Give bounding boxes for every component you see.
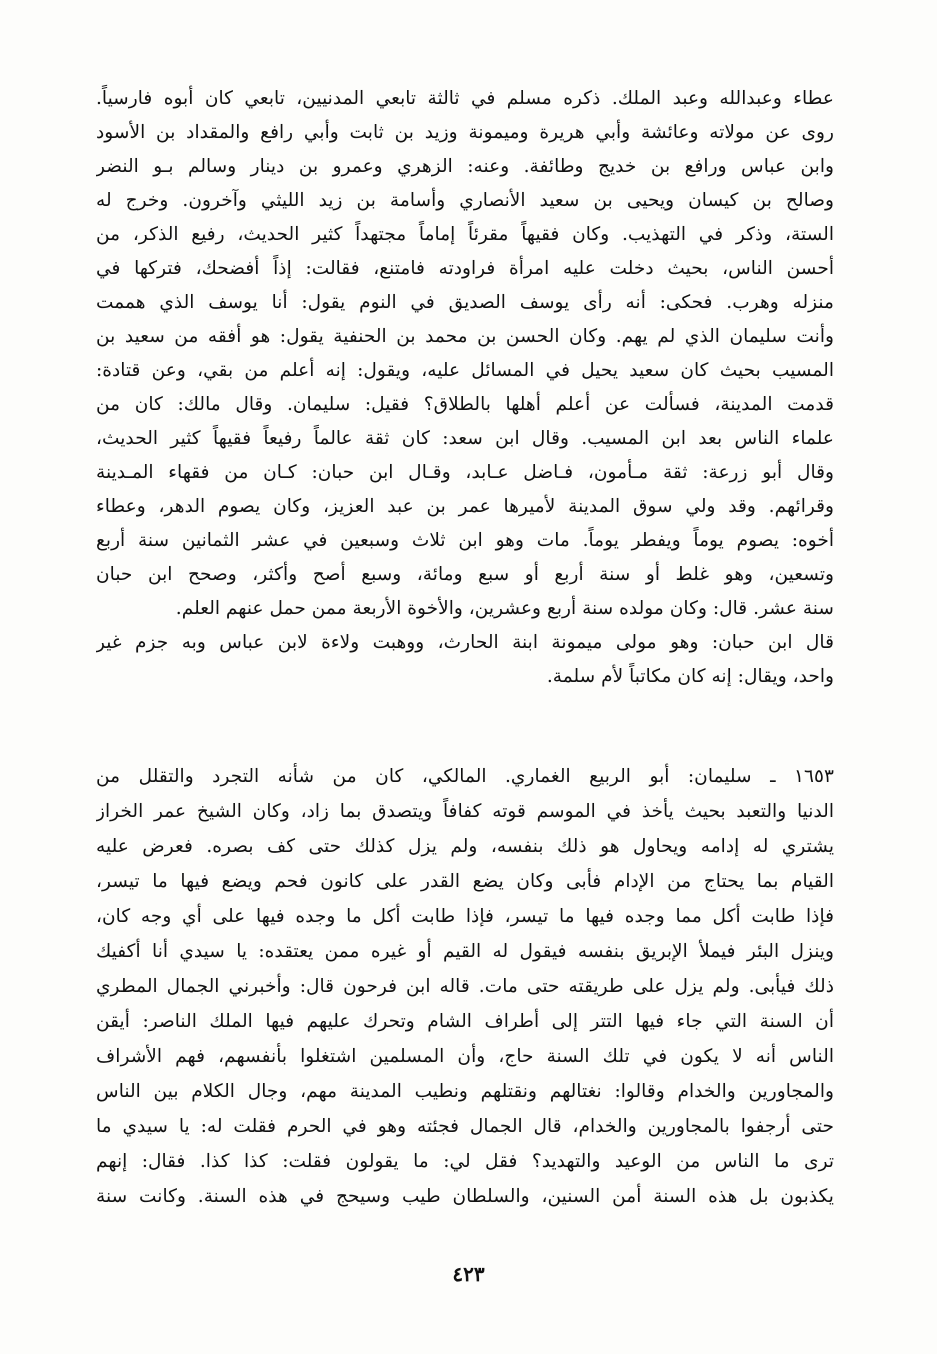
text-line: وتسعين، وهو غلط أو سنة أربع أو سبع ومائة، وسبع أصح وأكثر، وصحح ابن حبان bbox=[96, 564, 834, 585]
text-line: الناس أنه لا يكون في تلك السنة حاج، وأن المسلمين اشتغلوا بأنفسهم، فهم الأشراف bbox=[96, 1046, 834, 1067]
text-line: القيام بما يحتاج من الإدام فأبى وكان يضع القدر على كانون فحم ويضع فيها ما تيسر، bbox=[96, 871, 834, 892]
text-line: فإذا طابت أكل مما وجده فيها ما تيسر، فإذا طابت أكل ما وجده فيها على أي وجه كان، bbox=[96, 906, 834, 927]
text-line: قال ابن حبان: وهو مولى ميمونة ابنة الحارث، ووهبت ولاءة لابن عباس وبه جزم غير bbox=[96, 632, 834, 653]
text-line: ١٦٥٣ ـ سليمان: أبو الربيع الغماري. المالكي، كان من شأنه التجرد والتقلل من bbox=[96, 766, 834, 787]
text-line: عطاء وعبدالله وعبد الملك. ذكره مسلم في ثالثة تابعي المدنيين، تابعي كان أبوه فارسياً. bbox=[96, 88, 834, 109]
text-line: ذلك فيأبى. ولم يزل على طريقته حتى مات. قاله ابن فرحون قال: وأخبرني الجمال المطري bbox=[96, 976, 834, 997]
text-line: علماء الناس بعد ابن المسيب. وقال ابن سعد: كان ثقة عالماً رفيعاً فقيهاً كثير الحديث، bbox=[96, 428, 834, 449]
text-line: أخوه: يصوم يوماً ويفطر يوماً. مات وهو ابن ثلاث وسبعين في عشر الثمانين سنة أربع bbox=[96, 530, 834, 551]
text-line: وابن عباس ورافع بن خديج وطائفة. وعنه: الزهري وعمرو بن دينار وسالم بـو النضر bbox=[96, 156, 834, 177]
text-line: الستة، وذكر في التهذيب. وكان فقيهاً مقرئاً إماماً مجتهداً كثير الحديث، رفيع الذكر، من bbox=[96, 224, 834, 245]
text-line: يكذبون بل هذه السنة أمن السنين، والسلطان طيب وسيحج في هذه السنة. وكانت سنة bbox=[96, 1186, 834, 1207]
text-line: أن السنة التي جاء فيها التتر إلى أطراف الشام وتحرك عليهم فيها الملك الناصر: أيقن bbox=[96, 1011, 834, 1032]
text-line: والمجاورين والخدام وقالوا: نغتالهم ونقتلهم ونطيب المدينة مهم، وجال الكلام بين الناس bbox=[96, 1081, 834, 1102]
text-line: وصالح بن كيسان ويحيى بن سعيد الأنصاري وأسامة بن زيد الليثي وآخرون. وخرج له bbox=[96, 190, 834, 211]
text-line: روى عن مولاته وعائشة وأبي هريرة وميمونة وزيد بن ثابت وأبي رافع والمقداد بن الأسود bbox=[96, 122, 834, 143]
text-line: وينزل البئر فيملأ الإبريق بنفسه فيقول له القيم أو غيره ممن يعتقده: يا سيدي أنا أكفيك bbox=[96, 941, 834, 962]
text-line: منزله وهرب. فحكى: أنه رأى يوسف الصديق في النوم يقول: أنا يوسف الذي هممت bbox=[96, 292, 834, 313]
text-line: سنة عشر. قال: وكان مولده سنة أربع وعشرين، والأخوة الأربعة ممن حمل عنهم العلم. bbox=[175, 598, 834, 619]
text-line: يشتري له إدامه ويحاول هو ذلك بنفسه، ولم يزل كذلك حتى كف بصره. فعرض عليه bbox=[96, 836, 834, 857]
text-line: الدنيا والتعبد بحيث يأخذ في الموسم قوته كفافاً ويتصدق بما زاد، وكان الشيخ عمر الخراز bbox=[96, 801, 834, 822]
text-line: وأنت سليمان الذي لم يهم. وكان الحسن بن محمد بن الحنفية يقول: هو أفقه من سعيد بن bbox=[96, 326, 834, 347]
text-line: وقال أبو زرعة: ثقة مـأمون، فـاضل عـابد، وقـال ابن حبان: كـان من فقهاء المـدينة bbox=[96, 462, 834, 483]
text-line: أحسن الناس، بحيث دخلت عليه امرأة فراودته فامتنع، فقالت: إذاً أفضحك، فتركها في bbox=[96, 258, 834, 279]
text-line: واحد، ويقال: إنه كان مكاتباً لأم سلمة. bbox=[546, 666, 834, 687]
text-line: قدمت المدينة، فسألت عن أعلم أهلها بالطلاق؟ فقيل: سليمان. وقال مالك: كان من bbox=[96, 394, 834, 415]
text-line: المسيب بحيث كان سعيد يحيل في المسائل عليه، ويقول: إنه أعلم من بقي، وعن قتادة: bbox=[96, 360, 834, 381]
text-line: ترى ما الناس من الوعيد والتهديد؟ فقل لي: ما يقولون فقلت: كذا كذا. فقال: إنهم bbox=[96, 1151, 834, 1172]
text-line: وقرائهم. وقد ولي سوق المدينة لأميرها عمر بن عبد العزيز، وكان يصوم الدهر، وعطاء bbox=[96, 496, 834, 517]
page-number: ٤٢٣ bbox=[452, 1262, 485, 1286]
text-line: حتى أرجفوا بالمجاورين والخدام، قال الجمال فجئته وهو في الحرم فقلت له: يا سيدي ما bbox=[96, 1116, 834, 1137]
